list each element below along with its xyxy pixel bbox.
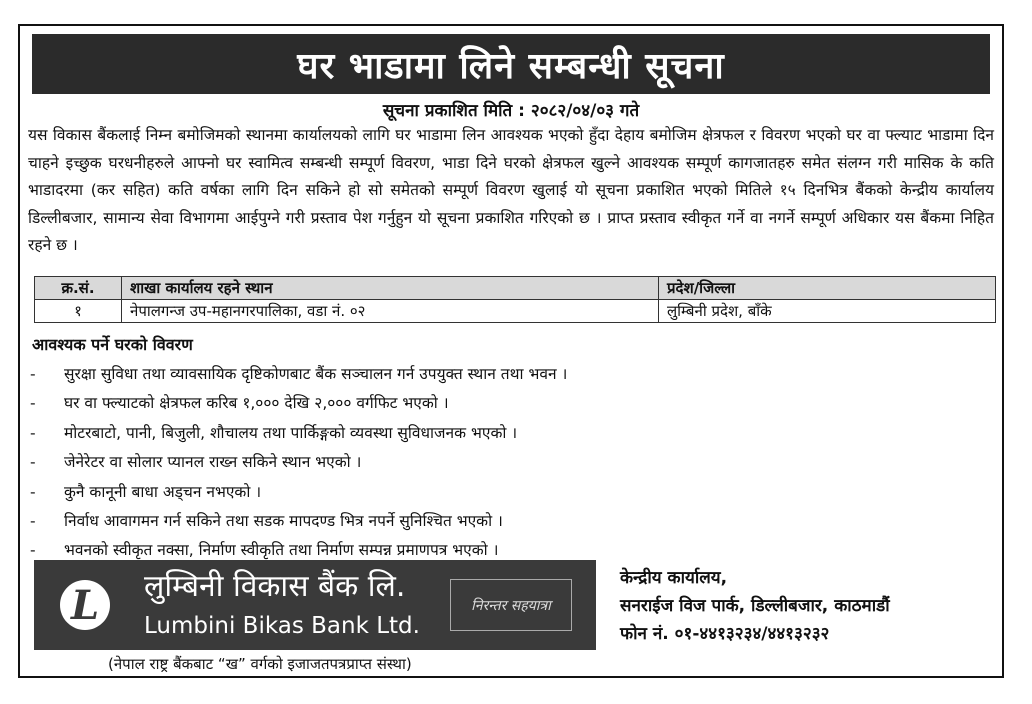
list-item-text: सुरक्षा सुविधा तथा व्यावसायिक दृष्टिकोणबाट बैंक सञ्चालन गर्न उपयुक्त स्थान तथा भवन ।: [64, 365, 568, 383]
bullet-dash: -: [30, 394, 36, 413]
bullet-dash: -: [30, 541, 36, 560]
table-header-row: [35, 277, 996, 300]
col-serial-header: क्र.सं.: [35, 277, 122, 300]
office-line-2: सनराईज विज पार्क, डिल्लीबजार, काठमाडौं: [620, 596, 890, 616]
list-item-text: भवनको स्वीकृत नक्सा, निर्माण स्वीकृति तथा निर्माण सम्पन्न प्रमाणपत्र भएको ।: [64, 541, 499, 560]
license-note: (नेपाल राष्ट्र बैंकबाट “ख” वर्गको इजाजतपत्रप्राप्त संस्था): [108, 655, 412, 673]
list-item: [30, 507, 567, 536]
notice-paragraph: यस विकास बैंकलाई निम्न बमोजिमको स्थानमा कार्यालयको लागि घर भाडामा लिन आवश्यक भएको हुँदा देहाय बमोजिम क्षेत्रफल र विवरण भएको घर वा फ्ल्याट भाडामा दिन चाहने इच्छुक घरधनीहरुले आफ्नो घर स्वामित्व सम्बन्धी सम्पूर्ण विवरण, भाडा दिने घरको क्षेत्रफल खुल्ने आवश्यक सम्पूर्ण कागजातहरु समेत संलग्न गरी मासिक के कति भाडादरमा (कर सहित) कति वर्षका लागि दिन सकिने हो सो समेतको सम्पूर्ण विवरण खुलाई यो सूचना प्रकाशित भएको मितिले १५ दिनभित्र बैंकको केन्द्रीय कार्यालय डिल्लीबजार, सामान्य सेवा विभागमा आईपुग्ने गरी प्रस्ताव पेश गर्नुहुन यो सूचना प्रकाशित गरिएको छ । प्राप्त प्रस्ताव स्वीकृत गर्ने वा नगर्ने सम्पूर्ण अधिकार यस बैंकमा निहित रहने छ ।: [28, 126, 995, 255]
location-cell: नेपालगन्ज उप-महानगरपालिका, वडा नं. ०२: [122, 300, 659, 323]
list-item-text: कुनै कानूनी बाधा अड्चन नभएको ।: [64, 482, 262, 501]
bank-name-nepali: लुम्बिनी विकास बैंक लि.: [144, 569, 406, 604]
bullet-dash: -: [30, 482, 36, 501]
notice-title: घर भाडामा लिने सम्बन्धी सूचना: [32, 34, 990, 94]
bullet-dash: -: [30, 453, 36, 472]
bank-tagline: निरन्तर सहयात्रा: [450, 579, 572, 631]
bank-names: [144, 569, 420, 641]
bank-name-english: Lumbini Bikas Bank Ltd.: [144, 613, 420, 639]
col-location-header: शाखा कार्यालय रहने स्थान: [122, 277, 659, 300]
requirements-list: [30, 360, 567, 566]
list-item-text: निर्वाध आवागमन गर्न सकिने तथा सडक मापदण्ड भित्र नपर्ने सुनिश्चित भएको ।: [64, 511, 503, 530]
office-address: [620, 564, 890, 648]
published-date: सूचना प्रकाशित मिति : २०८२/०४/०३ गते: [382, 101, 640, 121]
list-item: [30, 448, 567, 477]
requirements-heading: आवश्यक पर्ने घरको विवरण: [32, 335, 193, 354]
bullet-dash: -: [30, 365, 36, 383]
bullet-dash: -: [30, 511, 36, 530]
office-phone: फोन नं. ०१-४४१३२३४/४४१३२३२: [620, 624, 830, 644]
office-line-1: केन्द्रीय कार्यालय,: [620, 568, 728, 588]
list-item-text: घर वा फ्ल्याटको क्षेत्रफल करिब १,००० देखि २,००० वर्गफिट भएको ।: [64, 394, 449, 413]
bank-emblem-icon: L: [60, 580, 110, 630]
bullet-dash: -: [30, 423, 36, 442]
list-item-text: मोटरबाटो, पानी, बिजुली, शौचालय तथा पार्किङ्गको व्यवस्था सुविधाजनक भएको ।: [64, 423, 518, 442]
bank-logo-banner: [34, 560, 596, 650]
province-cell: लुम्बिनी प्रदेश, बाँके: [659, 300, 996, 323]
notice-frame: [18, 24, 1004, 678]
branch-table: [34, 276, 996, 323]
col-province-header: प्रदेश/जिल्ला: [659, 277, 996, 300]
list-item: [30, 389, 567, 418]
list-item-text: जेनेरेटर वा सोलार प्यानल राख्न सकिने स्थान भएको ।: [64, 453, 362, 472]
list-item: [30, 478, 567, 507]
serial-cell: १: [35, 300, 122, 323]
table-row: [35, 300, 996, 323]
list-item: [30, 360, 567, 389]
list-item: [30, 419, 567, 448]
